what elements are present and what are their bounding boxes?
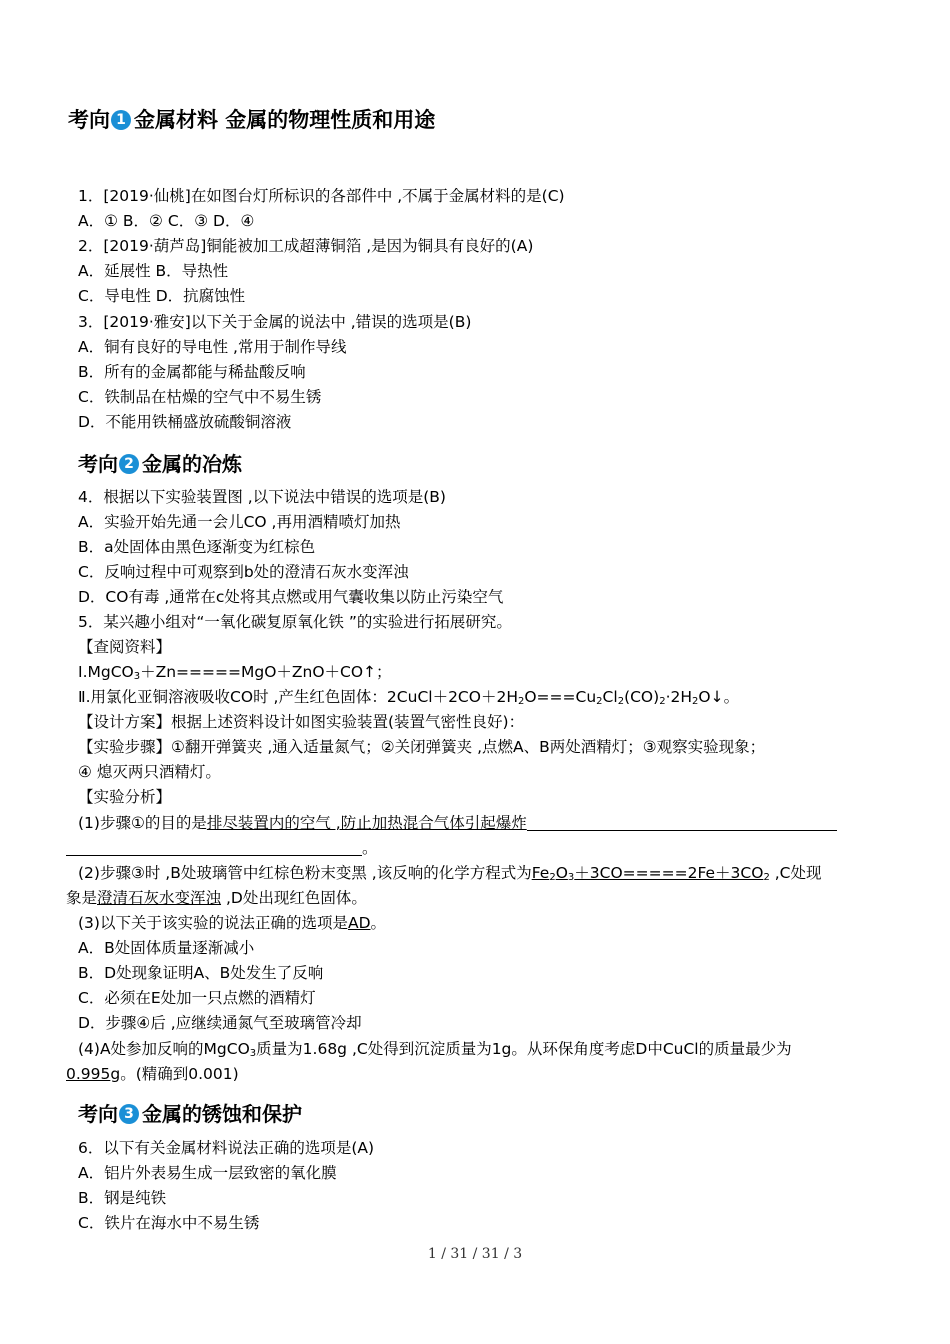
q5-part1-cont — [66, 838, 378, 858]
text: Cl — [602, 688, 618, 706]
q5-steps: 【实验步骤】①翻开弹簧夹 ,通入适量氮气；②关闭弹簧夹 ,点燃A、B两处酒精灯；③观察实验现象； — [78, 738, 766, 756]
subscript: 2 — [596, 696, 603, 707]
answer: 澄清石灰水变浑浊 — [97, 889, 222, 907]
text: (CO) — [624, 688, 660, 706]
q3-stem: 3．[2019·雅安]以下关于金属的说法中 ,错误的选项是(B) — [78, 313, 472, 331]
text: 质量为1.68g ,C处得到沉淀质量为1g。从环保角度考虑D中CuCl的质量最少为 — [256, 1040, 792, 1058]
text: O===Cu — [524, 688, 597, 706]
q5-part1 — [78, 813, 837, 833]
q3-option-b: B．所有的金属都能与稀盐酸反响 — [78, 363, 306, 381]
q5-reference-title: 【查阅资料】 — [78, 638, 172, 656]
text: ,D处出现红色固体。 — [221, 889, 367, 907]
q5-part3 — [78, 913, 386, 933]
q2-options-ab: A．延展性 B．导热性 — [78, 262, 229, 280]
q4-option-a: A．实验开始先通一会儿CO ,再用酒精喷灯加热 — [78, 513, 401, 531]
section-heading-1 — [68, 104, 435, 134]
number-badge-icon: 3 — [119, 1104, 139, 1124]
answer: AD — [347, 914, 371, 932]
text: 。 — [370, 914, 387, 932]
answer-blank — [66, 839, 362, 856]
q5-steps-cont: ④ 熄灭两只酒精灯。 — [78, 763, 221, 781]
text: ,C处现 — [769, 864, 822, 882]
number-badge-icon: 2 — [119, 454, 139, 474]
text: Ⅱ.用氯化亚铜溶液吸收CO时 ,产生红色固体：2CuCl＋2CO＋2H — [78, 688, 518, 706]
text: (1)步骤①的目的是 — [78, 814, 207, 832]
section-title: 金属的锈蚀和保护 — [142, 1102, 302, 1126]
answer-blank — [527, 814, 837, 831]
subscript: 2 — [692, 696, 699, 707]
q5-part3-option-d: D．步骤④后 ,应继续通氮气至玻璃管冷却 — [78, 1014, 362, 1032]
q5-part3-option-b: B．D处现象证明A、B处发生了反响 — [78, 964, 324, 982]
q5-reference-2 — [78, 687, 739, 707]
text: Ⅰ.MgCO — [78, 663, 134, 681]
q3-option-a: A．铜有良好的导电性 ,常用于制作导线 — [78, 338, 347, 356]
q5-part3-option-a: A．B处固体质量逐渐减小 — [78, 939, 255, 957]
text: O↓。 — [698, 688, 740, 706]
q5-reference-1 — [78, 662, 392, 682]
text: g。(精确到0.001) — [110, 1065, 239, 1083]
text: Fe — [531, 864, 550, 882]
q2-stem: 2．[2019·葫芦岛]铜能被加工成超薄铜箔 ,是因为铜具有良好的(A) — [78, 237, 534, 255]
section-heading-3 — [78, 1098, 302, 1127]
q1-options: A．① B．② C．③ D．④ — [78, 212, 255, 230]
q5-analysis-title: 【实验分析】 — [78, 788, 172, 806]
page-number-footer: 1 / 31 / 31 / 3 — [427, 1246, 523, 1262]
answer: 排尽装置内的空气 ,防止加热混合气体引起爆炸 — [206, 814, 527, 832]
text: ·2H — [665, 688, 693, 706]
subscript: 2 — [617, 696, 625, 707]
subscript: 3 — [133, 671, 141, 682]
section-prefix: 考向 — [68, 108, 110, 132]
q4-option-c: C．反响过程中可观察到b处的澄清石灰水变浑浊 — [78, 563, 409, 581]
text: (2)步骤③时 ,B处玻璃管中红棕色粉末变黑 ,该反响的化学方程式为 — [78, 864, 532, 882]
q6-option-b: B．钢是纯铁 — [78, 1189, 167, 1207]
text: (4)A处参加反响的MgCO — [78, 1040, 250, 1058]
text: ＋3CO=====2Fe＋3CO — [574, 864, 764, 882]
subscript: 2 — [659, 696, 666, 707]
text: (3)以下关于该实验的说法正确的选项是 — [78, 914, 348, 932]
q5-part4-cont — [66, 1064, 239, 1084]
q5-part2-cont — [66, 888, 367, 908]
q5-part4 — [78, 1039, 792, 1059]
q5-part3-option-c: C．必须在E处加一只点燃的酒精灯 — [78, 989, 316, 1007]
q5-design: 【设计方案】根据上述资料设计如图实验装置(装置气密性良好)： — [78, 713, 525, 731]
q3-option-c: C．铁制品在枯燥的空气中不易生锈 — [78, 388, 322, 406]
text: 象是 — [66, 889, 98, 907]
text: ＋Zn=====MgO＋ZnO＋CO↑； — [140, 663, 392, 681]
q5-part2 — [78, 863, 822, 883]
q4-option-d: D．CO有毒 ,通常在c处将其点燃或用气囊收集以防止污染空气 — [78, 588, 504, 606]
q1-stem: 1．[2019·仙桃]在如图台灯所标识的各部件中 ,不属于金属材料的是(C) — [78, 187, 565, 205]
q4-stem: 4．根据以下实验装置图 ,以下说法中错误的选项是(B) — [78, 488, 446, 506]
section-heading-2 — [78, 448, 242, 477]
subscript: 2 — [763, 872, 770, 883]
q2-options-cd: C．导电性 D．抗腐蚀性 — [78, 287, 246, 305]
q5-stem: 5．某兴趣小组对“一氧化碳复原氧化铁 ”的实验进行拓展研究。 — [78, 613, 512, 631]
answer: 0.995 — [66, 1065, 111, 1083]
section-title: 金属材料 金属的物理性质和用途 — [134, 108, 436, 132]
subscript: 2 — [517, 696, 525, 707]
subscript: 3 — [249, 1048, 257, 1059]
text: O — [555, 864, 568, 882]
subscript: 2 — [549, 872, 556, 883]
q6-stem: 6．以下有关金属材料说法正确的选项是(A) — [78, 1139, 375, 1157]
q3-option-d: D．不能用铁桶盛放硫酸铜溶液 — [78, 413, 292, 431]
answer-equation — [532, 864, 770, 882]
section-prefix: 考向 — [78, 452, 118, 476]
q6-option-c: C．铁片在海水中不易生锈 — [78, 1214, 260, 1232]
section-prefix: 考向 — [78, 1102, 118, 1126]
text: 。 — [362, 839, 378, 857]
subscript: 3 — [567, 872, 575, 883]
number-badge-icon: 1 — [111, 110, 131, 130]
section-title: 金属的冶炼 — [142, 452, 242, 476]
q6-option-a: A．铝片外表易生成一层致密的氧化膜 — [78, 1164, 337, 1182]
q4-option-b: B．a处固体由黑色逐渐变为红棕色 — [78, 538, 316, 556]
